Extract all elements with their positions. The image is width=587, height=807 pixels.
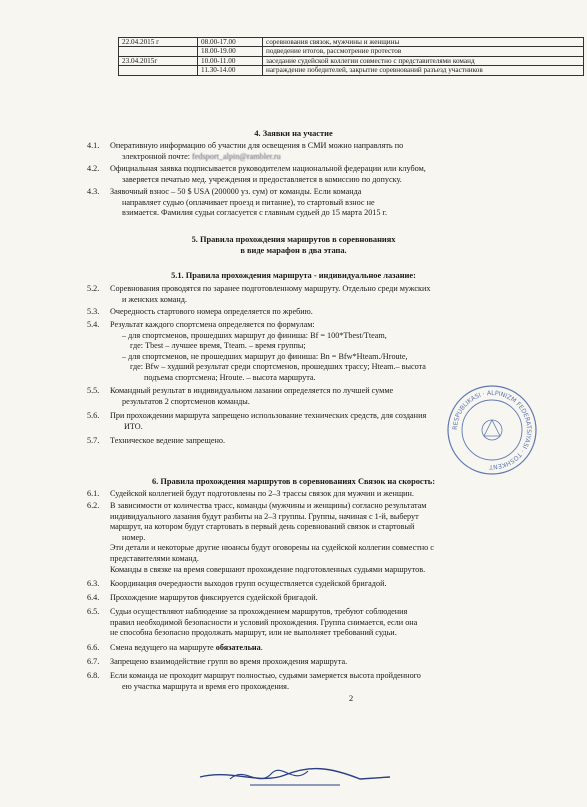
item-line: Соревнования проводятся по заранее подготовленному маршруту. Отдельно среди мужских	[110, 284, 431, 293]
item-line: подъема спортсмена; Hroute. – высота маршрута.	[144, 372, 316, 382]
list-item	[87, 501, 580, 575]
list-item	[87, 489, 580, 500]
item-number: 4.1.	[87, 141, 100, 150]
item-line-end: .	[260, 643, 263, 652]
event-cell: соревнования связок, мужчины и женщины	[263, 38, 584, 47]
list-item	[87, 671, 580, 692]
section-4-title: 4. Заявки на участие	[254, 129, 333, 138]
item-number: 6.7.	[87, 657, 100, 666]
event-cell: награждение победителей, закрытие соревнований разъезд участников	[263, 66, 584, 75]
item-line: Координация очередности выходов групп осуществляется судейской бригадой.	[110, 579, 387, 588]
item-line: заверяется печатью мед. учреждения и предоставляется в комиссию по допуску.	[122, 174, 402, 184]
item-line: В зависимости от количества трасс, команды (мужчины и женщины) согласно результатам	[110, 501, 427, 510]
time-cell: 08.00-17.00	[198, 38, 263, 47]
item-line: Техническое ведение запрещено.	[110, 436, 226, 445]
item-number: 6.5.	[87, 607, 100, 616]
event-cell: подведение итогов, рассмотрение протестов	[263, 47, 584, 56]
item-line: Если команда не проходит маршрут полностью, судьями замеряется высота пройденного	[110, 671, 421, 680]
item-line: представителями команд.	[110, 553, 199, 563]
item-line: Запрещено взаимодействие групп во время прохождения маршрута.	[110, 657, 348, 666]
item-line: маршрут, на котором будут стартовать в первый день соревнований связок и стартовый	[110, 522, 415, 532]
item-number: 6.6.	[87, 643, 100, 652]
list-item	[87, 164, 580, 185]
schedule-table	[118, 37, 584, 76]
item-line: индивидуального лазания будут разбиты на 2–3 группы. Группы, начиная с 1-й, выберут	[110, 511, 419, 521]
official-stamp	[446, 384, 538, 476]
item-line: Официальная заявка подписывается руководителем национальной федерации или клубом,	[110, 164, 426, 173]
item-line: При прохождении маршрута запрещено использование технических средств, для создания	[110, 411, 427, 420]
time-cell: 10.00-11.00	[198, 56, 263, 65]
time-cell: 11.30-14.00	[198, 66, 263, 75]
list-item	[87, 141, 580, 162]
item-line	[110, 643, 580, 654]
item-number: 6.2.	[87, 501, 100, 510]
item-number: 5.7.	[87, 436, 100, 445]
item-line: Заявочный взнос – 50 $ USA (200000 уз. сум) от команды. Если команда	[110, 187, 362, 196]
item-line: ею участка маршрута и время его прохождения.	[122, 681, 289, 691]
item-line: – для спортсменов, не прошедших маршрут до финиша: Bn = Bfw*Hteam./Hroute,	[122, 351, 408, 361]
item-line: Команды в связке на время совершают прохождение подготовленных судьями маршрутов.	[110, 564, 426, 574]
item-line: не способна безопасно продолжать маршрут, или не выполняет требований судьи.	[110, 628, 397, 638]
item-number: 6.4.	[87, 593, 100, 602]
item-line: Судьи осуществляют наблюдение за прохождением маршрутов, требуют соблюдения	[110, 607, 408, 616]
item-line	[110, 152, 580, 163]
date-cell: 23.04.2015г	[119, 56, 198, 65]
item-line-text: Смена ведущего на маршруте	[110, 643, 216, 652]
item-number: 5.3.	[87, 307, 100, 316]
item-line: Прохождение маршрутов фиксируется судейской бригадой.	[110, 593, 318, 602]
item-number: 4.3.	[87, 187, 100, 196]
item-line: – для спортсменов, прошедших маршрут до финиша: Bf = 100*Tbest/Tteam,	[122, 330, 387, 340]
item-number: 6.1.	[87, 489, 100, 498]
item-line: Результат каждого спортсмена определяется по формулам:	[110, 320, 315, 329]
item-line: направляет судью (оплачивает проезд и питание), то стартовый взнос не	[122, 197, 375, 207]
svg-text:RESPUBLIKASI · ALPINIZM FEDERA	[452, 390, 532, 470]
date-cell: 22.04.2015 г	[119, 38, 198, 47]
date-cell	[119, 66, 198, 75]
list-item	[87, 284, 580, 305]
list-item	[87, 657, 580, 668]
item-line: ИТО.	[124, 421, 143, 431]
item-number: 5.5.	[87, 386, 100, 395]
item-number: 4.2.	[87, 164, 100, 173]
list-item	[87, 579, 580, 590]
item-line: где: Bfw – худший результат среди спортсменов, прошедших трассу; Hteam.– высота	[130, 362, 426, 372]
item-number: 5.6.	[87, 411, 100, 420]
section-5-title-line2: в виде марафон в два этапа.	[240, 246, 347, 255]
page-number: 2	[349, 694, 354, 703]
item-line: Командный результат в индивидуальном лазании определяется по лучшей сумме	[110, 386, 394, 395]
signature	[190, 755, 400, 795]
item-number: 6.8.	[87, 671, 100, 680]
item-line-text: электронной почте:	[122, 151, 193, 161]
list-item	[87, 607, 580, 639]
item-line: Оперативную информацию об участии для освещения в СМИ можно направлять по	[110, 141, 404, 150]
list-item	[87, 187, 580, 219]
item-line: взимается. Фамилия судьи согласуется с главным судьей до 15 марта 2015 г.	[122, 208, 388, 218]
date-cell	[119, 47, 198, 56]
table-row	[119, 38, 584, 47]
item-line: Судейской коллегией будут подготовлены по 2–3 трассы связок для мужчин и женщин.	[110, 489, 414, 498]
list-item	[87, 643, 580, 654]
section-6-title: 6. Правила прохождения маршрутов в соревнованиях Связок на скорость:	[151, 477, 435, 486]
emphasis-text: обязательна	[215, 643, 261, 652]
item-line: результатов 2 спортсменов команды.	[122, 396, 250, 406]
item-number: 5.2.	[87, 284, 100, 293]
item-line: Эти детали и некоторые другие нюансы будут оговорены на судейской коллегии совместно с	[110, 543, 434, 553]
table-row	[119, 47, 584, 56]
event-cell: заседание судейской коллегии совместно с представителями команд	[263, 56, 584, 65]
item-line: и женских команд.	[122, 294, 187, 304]
section-5-subtitle: 5.1. Правила прохождения маршрута - индивидуальное лазание:	[171, 271, 416, 280]
list-item	[87, 320, 580, 384]
item-line: номер.	[122, 532, 146, 542]
item-line: правил необходимой безопасности и условий прохождения. Группа снимается, если она	[110, 617, 418, 627]
item-number: 5.4.	[87, 320, 100, 329]
list-item	[87, 307, 580, 318]
table-row	[119, 56, 584, 65]
item-number: 6.3.	[87, 579, 100, 588]
email-link[interactable]: fedsport_alpin@rambler.ru	[192, 151, 281, 161]
time-cell: 18.00-19.00	[198, 47, 263, 56]
item-line: Очередность стартового номера определяется по жребию.	[110, 307, 313, 316]
stamp-text: RESPUBLIKASI · ALPINIZM FEDERATSIYASI · TOSHKENT	[451, 389, 533, 471]
list-item	[87, 593, 580, 604]
table-row	[119, 66, 584, 75]
item-line: где: Tbest – лучшее время, Tteam. – время группы;	[130, 341, 306, 351]
section-5-title: 5. Правила прохождения маршрутов в соревнованиях	[191, 235, 396, 244]
